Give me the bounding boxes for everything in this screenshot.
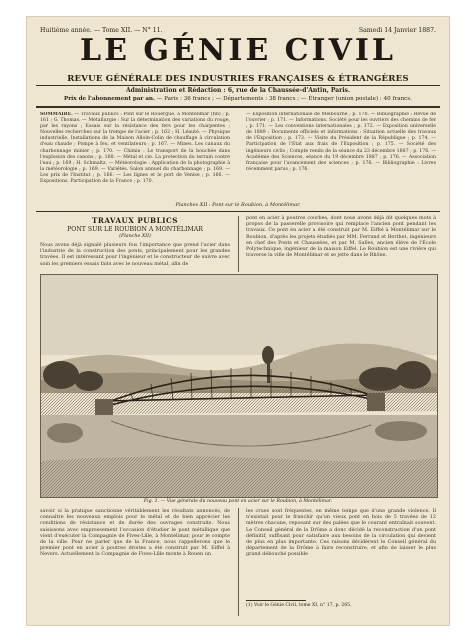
article-title: PONT SUR LE ROUBION A MONTÉLIMAR bbox=[67, 226, 203, 233]
issue-date: Samedi 14 Janvier 1887. bbox=[358, 26, 436, 34]
price-foreign: — Étranger (union postale) : 40 francs. bbox=[300, 96, 412, 102]
article-left-intro: Nous avons déjà signalé plusieurs fois l'importance que prend l'acier dans l'industrie de la construction des ponts, principalement pour les grandes travées. Il est intéressant pour l'ingénieur et le constructeur de suivre avec soin les premiers essais faits avec le nouveau métal, afin de bbox=[40, 242, 230, 267]
figure-caption: Fig. 1. — Vue générale du nouveau pont en acier sur le Roubion, à Montélimar. bbox=[143, 499, 333, 504]
divider bbox=[36, 211, 440, 212]
article-left-bottom: savoir si la pratique sanctionne véritablement les résultats annoncés, de connaître les nouveaux emplois pour le métal et de bien apprécier les conditions de résistance et de durée des ouvrages construits. Nous saisissons avec empressement l'occasion d'étudier le pont métallique que vient d'exécuter la Compagnie de Fives-Lille, à Montélimar, pour le compte de la ville. Pour ne parler que de la France, nous rappellerons que le premier pont en acier à poutres droites a été construit par M. Eiffel à Nevers. Actuellement la Compagnie de Fives-Lille monte à Rouen un bbox=[40, 508, 230, 558]
column-divider bbox=[238, 508, 239, 616]
summary-column-left bbox=[40, 112, 230, 200]
article-right-bottom: les crues sont fréquentes, en même temps que d'une grande violence. Il n'existait pour le franchir qu'un vieux pont en bois de 5 travées de 12 mètres chacune, reposant sur des palées que le courant entraînait souvent. Le Conseil général de la Drôme a donc décidé la reconstruction d'un pont définitif, suffisant pour satisfaire aux besoins de la circulation qui devient de plus en plus importante. Ces raisons décidèrent le Conseil général du département de la Drôme à faire reconstruire, et afin de laisser le plus grand débouché possible bbox=[246, 508, 436, 558]
plates-note: Planches XII : Pont sur le Roubion, à Montélimar. bbox=[175, 202, 301, 208]
divider bbox=[36, 85, 440, 86]
summary-label: SOMMAIRE. bbox=[40, 112, 73, 117]
column-divider bbox=[238, 216, 239, 272]
price-label: Prix de l'abonnement par an. bbox=[64, 96, 155, 102]
masthead-subtitle: REVUE GÉNÉRALE DES INDUSTRIES FRANÇAISES & ÉTRANGÈRES bbox=[67, 74, 409, 84]
summary-column-right bbox=[246, 112, 436, 200]
article-plate-ref: (Planche XII) bbox=[119, 234, 151, 239]
article-right-intro: pont en acier à poutres courbes, dont nous avons déjà dit quelques mots à propos de la passerelle provisoire qui remplace l'ancien pont pendant les travaux. Ce pont en acier a été construit par M. Eiffel à Montélimar sur le Roubion, d'après les projets étudiés par MM. Ferrand et Berthet, ingénieurs en chef des Ponts et Chaussées, et par M. Salles, ancien élève de l'École Polytechnique, ingénieur de la maison Eiffel. Le Roubion est une rivière qui traverse la ville de Montélimar et se jette dans le Rhône. bbox=[246, 215, 436, 259]
footnote: (1) Voir le Génie Civil, tome XI, n° 17, p. 265. bbox=[246, 603, 352, 608]
footnote-rule bbox=[246, 600, 306, 601]
newspaper-page bbox=[26, 16, 450, 626]
bridge-illustration bbox=[41, 275, 437, 497]
summary-text-left: — Travaux publics : Pont sur le Rouergue, à Montélimar (fin) ; p. 161 ; G. Thomas. — Métallurgie : Sur la détermination des variations du rouge, par les rayons ; Essais sur la résistance des fers pour les charpentes ; Nouvelles recherches sur la trempe de l'acier ; p. 162 ; H. Léauté. — Physique industrielle, Installations de la Maison Alloin-Colin de chauffage à circulation d'eau chaude ; Pompe à feu, et ventilateurs ; p. 167. — Mines. Les canaux du charbonnage minier ; p. 170. — Chimie : Le transport de la bouchée dans l'explosion des canons ; p. 168. — Métal et cie. La protection du terrain contre l'eau ; p. 169 ; H. Schmaltz. — Météorologie : Application de la photographie à la météorologie ; p. 169. — Variétés. Salon annuel du charbonnage ; p. 169. — Les prix de l'Institut ; p. 166. — Les lignes et le port de Venise ; p. 166. — Expositions. Participation de la France ; p. 170. bbox=[40, 112, 230, 185]
summary-block bbox=[40, 112, 436, 200]
bridge-engraving bbox=[40, 274, 438, 498]
section-heading: TRAVAUX PUBLICS bbox=[92, 216, 178, 225]
divider-double bbox=[36, 106, 440, 108]
year-volume: Huitième année. — Tome XII. — N° 11. bbox=[40, 26, 163, 34]
administration-line: Administration et Rédaction : 6, rue de la Chaussée-d'Antin, Paris. bbox=[125, 87, 351, 94]
price-departments: — Départements : 38 francs ; bbox=[215, 96, 300, 102]
subscription-prices bbox=[40, 96, 436, 102]
masthead-title: LE GÉNIE CIVIL bbox=[80, 33, 396, 68]
summary-text-right: — Exposition internationale de Melbourne ; p. 170. — Bibliographie : Revue de l'ouvrier ; p. 171. — Informations. Société pour les ouvriers des chemins de fer ; p. 171. — Les conventions internationales ; p. 172. — Exposition universelle de 1889 : Documents officiels et informations : Situation actuelle des travaux de l'Exposition ; p. 173. — Visite du Président de la République ; p. 174. — Participation de l'Etat aux frais de l'Exposition ; p. 175. — Société des ingénieurs civils ; Compte rendu de la séance du 23 décembre 1887 ; p. 176. — Académie des Sciences, séance du 19 décembre 1887 ; p. 176. — Association française pour l'avancement des sciences ; p. 176. — Bibliographie : Livres récemment parus ; p. 176. bbox=[246, 112, 436, 172]
price-paris: — Paris : 36 francs ; bbox=[156, 96, 214, 102]
